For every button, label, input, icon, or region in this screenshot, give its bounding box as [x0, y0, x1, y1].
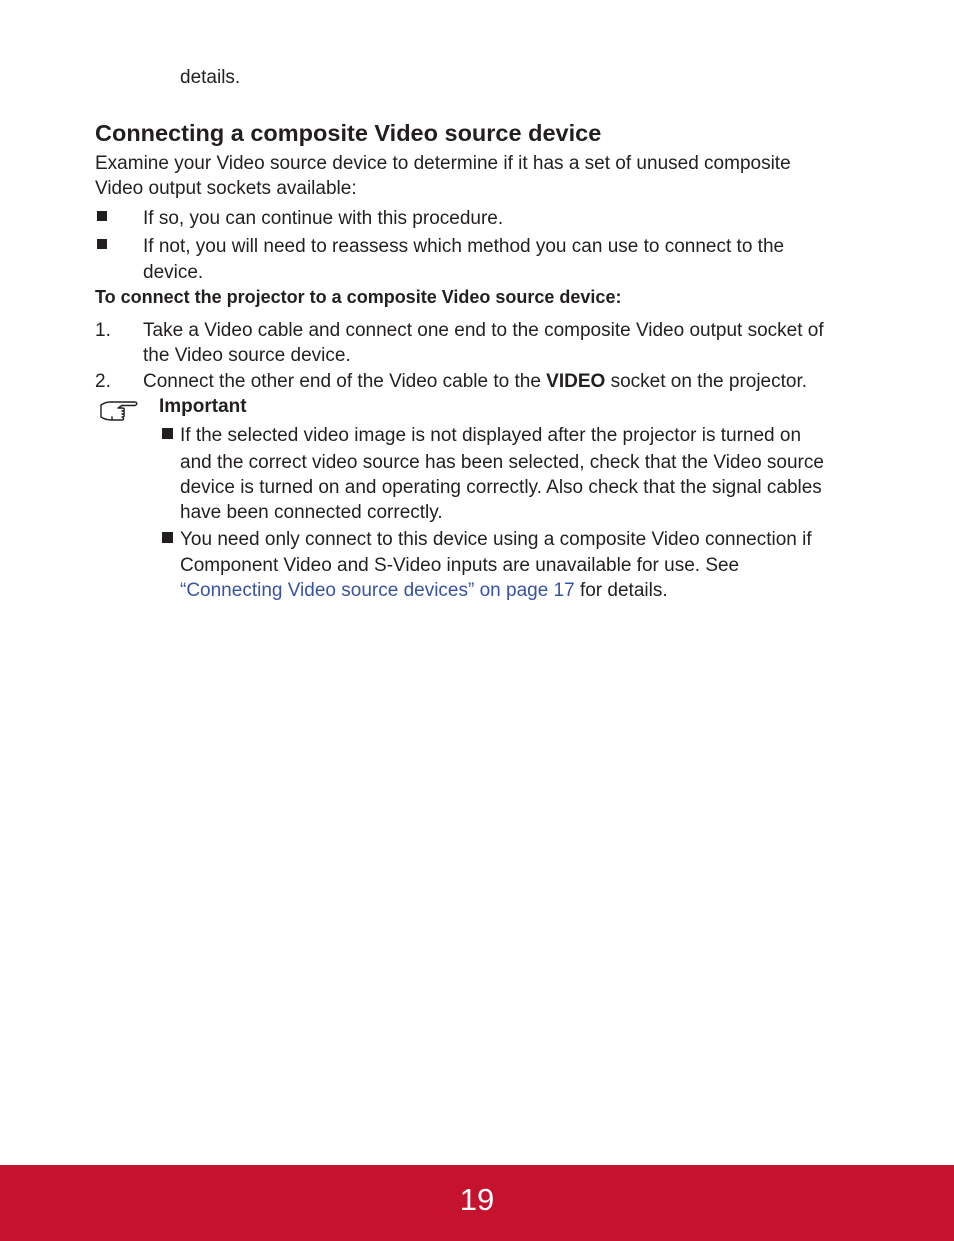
step-text: the Video source device. [143, 345, 351, 366]
square-bullet-icon [97, 211, 107, 221]
intro-line: Examine your Video source device to determine if it has a set of unused composite [95, 153, 791, 174]
important-text: and the correct video source has been selected, check that the Video source [180, 452, 824, 473]
pointing-hand-icon [98, 398, 140, 422]
video-socket-label: VIDEO [546, 371, 606, 392]
step-number: 1. [95, 320, 111, 341]
important-text: device is turned on and operating correctly. Also check that the signal cables [180, 477, 822, 498]
important-text: If the selected video image is not displayed after the projector is turned on [180, 425, 802, 446]
important-text: You need only connect to this device using a composite Video connection if [180, 529, 812, 550]
square-bullet-icon [162, 532, 173, 543]
step-text: Take a Video cable and connect one end to the composite Video output socket of [143, 320, 824, 341]
step-number: 2. [95, 371, 111, 392]
square-bullet-icon [97, 239, 107, 249]
page-footer [0, 1165, 954, 1241]
bullet-text: device. [143, 262, 204, 283]
page-number: 19 [459, 1182, 495, 1217]
procedure-title: To connect the projector to a composite Video source device: [95, 287, 622, 307]
important-text: “Connecting Video source devices” on page 17 for details. [180, 580, 668, 601]
square-bullet-icon [162, 428, 173, 439]
important-title: Important [159, 396, 247, 417]
section-heading: Connecting a composite Video source device [95, 120, 602, 146]
bullet-text: If so, you can continue with this procedure. [143, 208, 504, 229]
intro-line: Video output sockets available: [95, 178, 357, 199]
cross-reference-link[interactable]: “Connecting Video source devices” on page 17 [180, 580, 575, 601]
bullet-text: If not, you will need to reassess which method you can use to connect to the [143, 236, 785, 257]
step-text: Connect the other end of the Video cable to the VIDEO socket on the projector. [143, 371, 808, 392]
continued-text: details. [180, 67, 241, 88]
important-text: Component Video and S-Video inputs are unavailable for use. See [180, 555, 740, 576]
important-text: have been connected correctly. [180, 502, 443, 523]
